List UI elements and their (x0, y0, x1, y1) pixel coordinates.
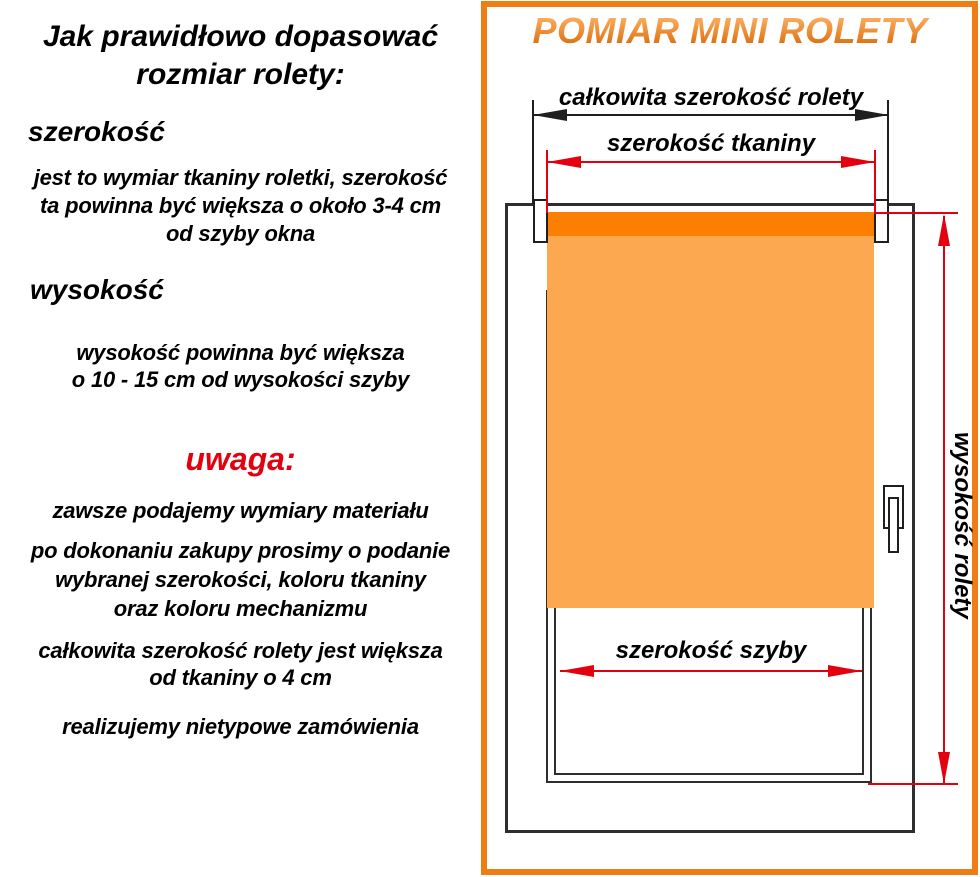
note-material-dimensions: zawsze podajemy wymiary materiału (52, 498, 429, 523)
width-heading: szerokość (28, 116, 165, 147)
text-line: o 10 - 15 cm od wysokości szyby (71, 367, 410, 392)
fabric-width-label: szerokość tkaniny (606, 130, 816, 157)
text-line: od szyby okna (166, 221, 315, 246)
arrowhead-up-icon (938, 214, 950, 246)
height-description (2, 339, 479, 393)
text-line: Jak prawidłowo dopasować (42, 20, 439, 53)
roller-blind-fabric (547, 212, 874, 608)
attention-heading: uwaga: (185, 441, 296, 477)
total-width-label: całkowita szerokość rolety (558, 84, 864, 111)
glass-width-label: szerokość szyby (615, 637, 807, 664)
text-line: wysokość rolety (949, 431, 976, 619)
panel-title: POMIAR MINI ROLETY (487, 10, 973, 52)
glass-width-dimension-line (560, 670, 862, 672)
text-line: całkowita szerokość rolety jest większa (38, 638, 443, 663)
arrowhead-down-icon (938, 752, 950, 784)
text-line: wybranej szerokości, koloru tkaniny (55, 567, 426, 592)
fabric-width-dimension-line (547, 161, 875, 163)
note-after-purchase (2, 536, 479, 623)
text-line: po dokonaniu zakupy prosimy o podanie (30, 538, 451, 563)
blind-height-label (941, 405, 980, 645)
text-line: wysokość powinna być większa (76, 340, 405, 365)
text-line: jest to wymiar tkaniny roletki, szerokość (33, 165, 448, 190)
text-line: rozmiar rolety: (136, 58, 345, 91)
arrowhead-left-icon (547, 156, 581, 168)
arrowhead-right-icon (841, 156, 875, 168)
text-line: od tkaniny o 4 cm (149, 665, 332, 690)
total-width-dimension-line (533, 114, 889, 116)
instructions-title (0, 18, 481, 94)
arrowhead-right-icon (828, 665, 862, 677)
arrowhead-left-icon (533, 109, 567, 121)
note-total-width (2, 637, 479, 691)
window-handle-lever (888, 497, 899, 553)
text-line: ta powinna być większa o około 3-4 cm (40, 193, 441, 218)
note-custom-orders: realizujemy nietypowe zamówienia (62, 714, 419, 739)
roller-blind-cassette (547, 212, 874, 236)
mounting-bracket-right (874, 199, 889, 243)
height-heading: wysokość (30, 274, 164, 305)
text-line: oraz koloru mechanizmu (113, 596, 368, 621)
width-description (2, 164, 479, 248)
arrowhead-left-icon (560, 665, 594, 677)
arrowhead-right-icon (855, 109, 889, 121)
